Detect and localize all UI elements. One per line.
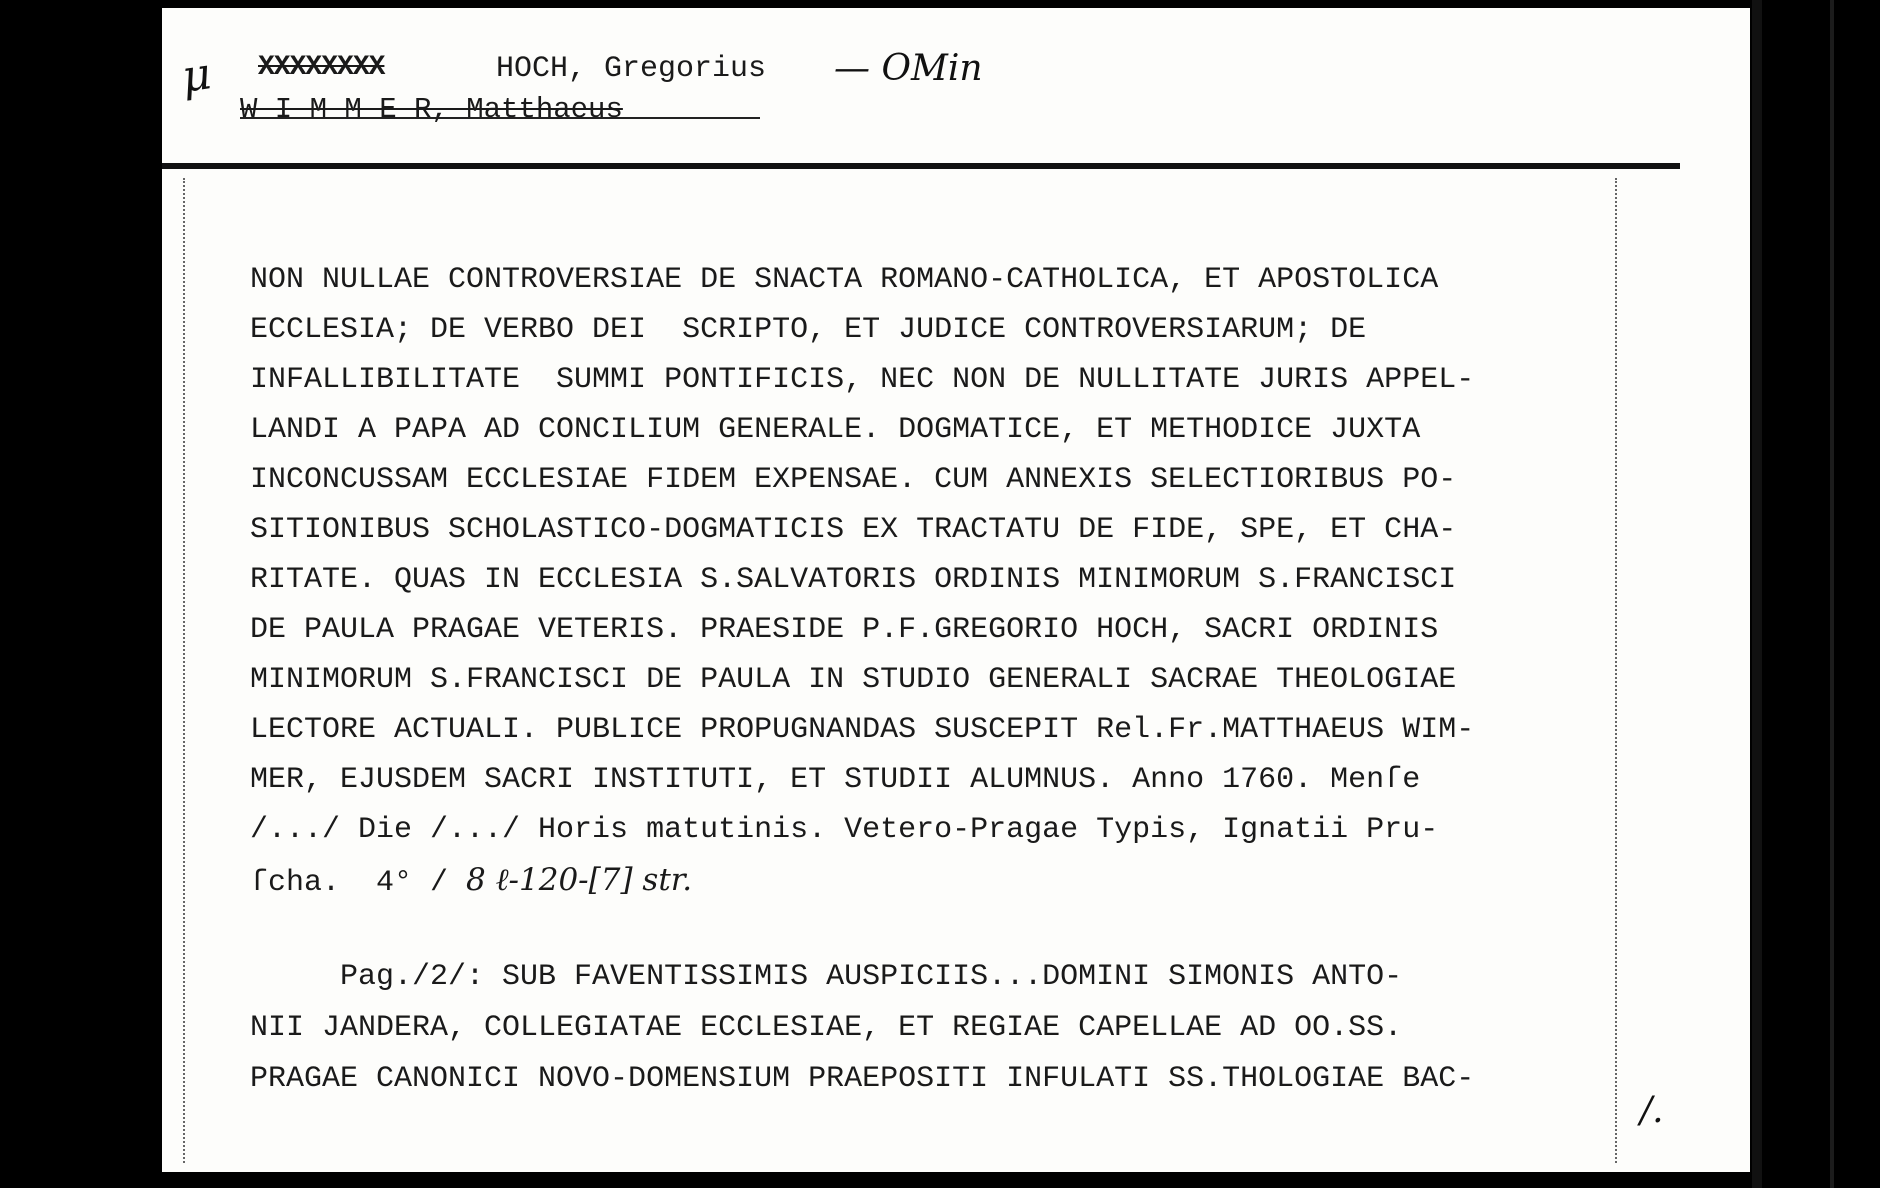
collation-typed: ſcha. 4° / <box>250 866 467 900</box>
record-line: RITATE. QUAS IN ECCLESIA S.SALVATORIS ORDINIS MINIMORUM S.FRANCISCI <box>250 563 1457 597</box>
record-line: DE PAULA PRAGAE VETERIS. PRAESIDE P.F.GREGORIO HOCH, SACRI ORDINIS <box>250 613 1439 647</box>
page-note-line: PRAGAE CANONICI NOVO-DOMENSIUM PRAEPOSITI INFULATI SS.THOLOGIAE BAC- <box>250 1062 1475 1096</box>
record-line: INFALLIBILITATE SUMMI PONTIFICIS, NEC NON DE NULLITATE JURIS APPEL- <box>250 363 1475 397</box>
record-line: INCONCUSSAM ECCLESIAE FIDEM EXPENSAE. CUM ANNEXIS SELECTIORIBUS PO- <box>250 463 1457 497</box>
record-line: LANDI A PAPA AD CONCILIUM GENERALE. DOGMATICE, ET METHODICE JUXTA <box>250 413 1421 447</box>
collation-handwritten: 8 ℓ-120-[7] str. <box>466 862 693 898</box>
order-annotation: — OMin <box>834 48 983 89</box>
scan-edge-secondary <box>1830 0 1834 1188</box>
record-line: MER, EJUSDEM SACRI INSTITUTI, ET STUDII ALUMNUS. Anno 1760. Menſe <box>250 763 1421 797</box>
record-text <box>250 255 1630 905</box>
page-note-text <box>250 952 1630 1105</box>
record-line: NON NULLAE CONTROVERSIAE DE SNACTA ROMANO-CATHOLICA, ET APOSTOLICA <box>250 263 1439 297</box>
margin-mark: μ <box>178 48 215 103</box>
collation-line <box>250 855 1630 905</box>
header-divider <box>162 163 1680 169</box>
continuation-mark: /. <box>1640 1090 1664 1131</box>
record-line: ECCLESIA; DE VERBO DEI SCRIPTO, ET JUDICE CONTROVERSIARUM; DE <box>250 313 1367 347</box>
record-line: /.../ Die /.../ Horis matutinis. Vetero-Pragae Typis, Ignatii Pru- <box>250 813 1439 847</box>
record-line: MINIMORUM S.FRANCISCI DE PAULA IN STUDIO GENERALI SACRAE THEOLOGIAE <box>250 663 1457 697</box>
record-line: SITIONIBUS SCHOLASTICO-DOGMATICIS EX TRACTATU DE FIDE, SPE, ET CHA- <box>250 513 1457 547</box>
page-note-line: Pag./2/: SUB FAVENTISSIMIS AUSPICIIS...DOMINI SIMONIS ANTO- <box>250 960 1403 994</box>
scan-edge <box>1752 0 1762 1188</box>
page-note-line: NII JANDERA, COLLEGIATAE ECCLESIAE, ET REGIAE CAPELLAE AD OO.SS. <box>250 1011 1403 1045</box>
crossed-out-text: XXXXXXXX <box>258 52 385 83</box>
left-dotted-margin <box>183 178 185 1163</box>
record-line: LECTORE ACTUALI. PUBLICE PROPUGNANDAS SUSCEPIT Rel.Fr.MATTHAEUS WIM- <box>250 713 1475 747</box>
strike-underline <box>240 117 760 119</box>
author-heading: HOCH, Gregorius <box>496 52 767 86</box>
struck-author-name: W I M M E R, Matthaeus <box>240 93 623 126</box>
